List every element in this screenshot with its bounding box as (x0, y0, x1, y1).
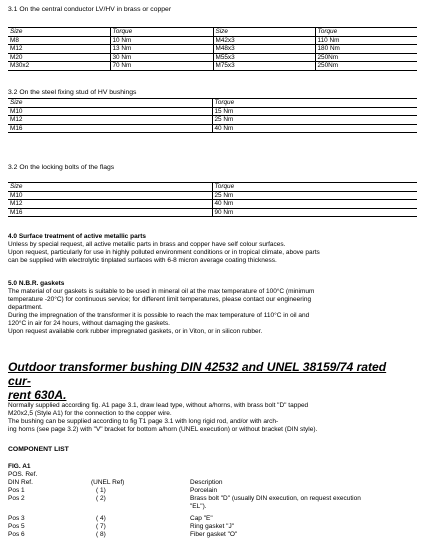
table-row (8, 45, 417, 54)
table-row (8, 124, 417, 133)
paragraph-line: Upon request available cork rubber impregnated gaskets, or in Viton, or in silicon rubber. (8, 327, 263, 335)
paragraph-line: Normally supplied according fig. A1 page 3.1, draw lead type, without a/horns, with brass bolt "D" tapped (8, 402, 309, 409)
cell-size: M12 (8, 116, 212, 125)
table-row (8, 62, 417, 71)
unel-ref-label: (UNEL Ref) (91, 479, 125, 486)
paragraph-line: Upon request, particularly for use in highly polluted environment conditions or in tropical climate, above parts (8, 248, 320, 256)
component-description: Ring gasket "J" (190, 523, 234, 530)
cell-torque: 13 Nm (110, 45, 213, 54)
header-size: Size (8, 183, 212, 192)
cell-size: M10 (8, 107, 212, 116)
paragraph-line: temperature -20°C) for continuous service; for different limit temperatures, please contact our engineering (8, 295, 312, 303)
cell-torque: 10 Nm (110, 36, 213, 45)
component-pos: Pos 2 (8, 495, 25, 502)
table-row (8, 53, 417, 62)
component-unel-ref: ( 2) (96, 495, 106, 502)
component-pos: Pos 1 (8, 487, 25, 494)
heading-line: rent 630A. (8, 388, 67, 402)
component-description: Brass bolt "D" (usually DIN execution, on request execution (190, 495, 361, 502)
header-torque: Torque (212, 183, 417, 192)
header-torque: Torque (315, 28, 417, 37)
cell-torque: 250Nm (315, 62, 417, 71)
cell-size: M12 (8, 200, 212, 209)
cell-torque: 110 Nm (315, 36, 417, 45)
paragraph-line: 120°C in air for 24 hours, without damaging the gaskets. (8, 319, 170, 327)
table-row (8, 208, 417, 217)
cell-size: M30x2 (8, 62, 110, 71)
component-description: Cap "E" (190, 515, 213, 522)
heading-line: Outdoor transformer bushing DIN 42532 and UNEL 38159/74 rated cur- (8, 360, 387, 388)
paragraph-line: The bushing can be supplied according to fig T1 page 3.1 with long rigid rod, and/or with arch- (8, 417, 279, 425)
table-header-row (8, 99, 417, 108)
table-row (8, 36, 417, 45)
intro-paragraph (8, 402, 418, 434)
cell-torque: 30 Nm (110, 53, 213, 62)
cell-size: M20 (8, 53, 110, 62)
description-header: Description (190, 479, 223, 486)
cell-torque: 40 Nm (212, 124, 417, 133)
component-description: Porcelain (190, 487, 218, 494)
table-header-row (8, 28, 417, 37)
cell-size: M55x3 (213, 53, 315, 62)
component-unel-ref: ( 8) (96, 531, 106, 538)
table-row (8, 107, 417, 116)
cell-size: M12 (8, 45, 110, 54)
cell-size: M16 (8, 208, 212, 217)
header-torque: Torque (212, 99, 417, 108)
bushing-heading (8, 360, 410, 402)
section-4-0-title: 4.0 Surface treatment of active metallic parts (8, 233, 147, 240)
component-pos: Pos 5 (8, 523, 25, 530)
pos-ref-label: POS. Ref. (8, 471, 38, 478)
paragraph-line: department. (8, 303, 43, 311)
section-3-1-title: 3.1 On the central conductor LV/HV in brass or copper (8, 6, 172, 13)
cell-size: M16 (8, 124, 212, 133)
component-pos: Pos 6 (8, 531, 25, 538)
table-row (8, 116, 417, 125)
paragraph-line: The material of our gaskets is suitable to be used in mineral oil at the max temperature of 100°C (minimum (8, 288, 315, 295)
din-ref-label: DIN Ref. (8, 479, 33, 486)
section-3-2-title: 3.2 On the steel fixing stud of HV bushings (8, 89, 137, 96)
cell-torque: 70 Nm (110, 62, 213, 71)
header-size: Size (8, 28, 110, 37)
component-unel-ref: ( 7) (96, 523, 106, 530)
cell-torque: 180 Nm (315, 45, 417, 54)
header-torque: Torque (110, 28, 213, 37)
component-unel-ref: ( 1) (96, 487, 106, 494)
table-row (8, 200, 417, 209)
cell-size: M42x3 (213, 36, 315, 45)
paragraph-line: Unless by special request, all active metallic parts in brass and copper have self colour surfaces. (8, 241, 286, 248)
torque-table-central-conductor (8, 27, 417, 71)
torque-table-locking-bolts (8, 182, 417, 217)
cell-torque: 15 Nm (212, 107, 417, 116)
component-description-cont: "EL"). (190, 503, 207, 510)
paragraph-line: M20x2,5 (Style A1) for the connection to the copper wire. (8, 409, 172, 417)
cell-torque: 25 Nm (212, 191, 417, 200)
component-pos: Pos 3 (8, 515, 25, 522)
section-5-0-body (8, 288, 418, 335)
cell-size: M75x3 (213, 62, 315, 71)
section-4-0-body (8, 241, 418, 265)
cell-torque: 250Nm (315, 53, 417, 62)
cell-torque: 90 Nm (212, 208, 417, 217)
paragraph-line: During the impregnation of the transformer it is possible to reach the max temperature of 110°C in oil and (8, 311, 310, 319)
component-unel-ref: ( 4) (96, 515, 106, 522)
torque-table-fixing-stud (8, 98, 417, 133)
paragraph-line: can be supplied with electrolytic tinplated surfaces with 6-8 micron average coating thickness. (8, 256, 277, 264)
cell-size: M10 (8, 191, 212, 200)
section-3-2b-title: 3.2 On the locking bolts of the flags (8, 164, 115, 171)
component-description: Fiber gasket "O" (190, 531, 238, 538)
cell-torque: 25 Nm (212, 116, 417, 125)
table-header-row (8, 183, 417, 192)
fig-label: FIG. A1 (8, 463, 31, 470)
paragraph-line: ing horns (see page 3.2) with "V" bracket for bottom a/horn (UNEL execution) or without bracket (DIN style). (8, 425, 318, 433)
table-row (8, 191, 417, 200)
cell-torque: 40 Nm (212, 200, 417, 209)
section-5-0-title: 5.0 N.B.R. gaskets (8, 280, 65, 287)
header-size: Size (8, 99, 212, 108)
cell-size: M48x3 (213, 45, 315, 54)
cell-size: M8 (8, 36, 110, 45)
header-size: Size (213, 28, 315, 37)
component-list-title: COMPONENT LIST (8, 446, 69, 453)
